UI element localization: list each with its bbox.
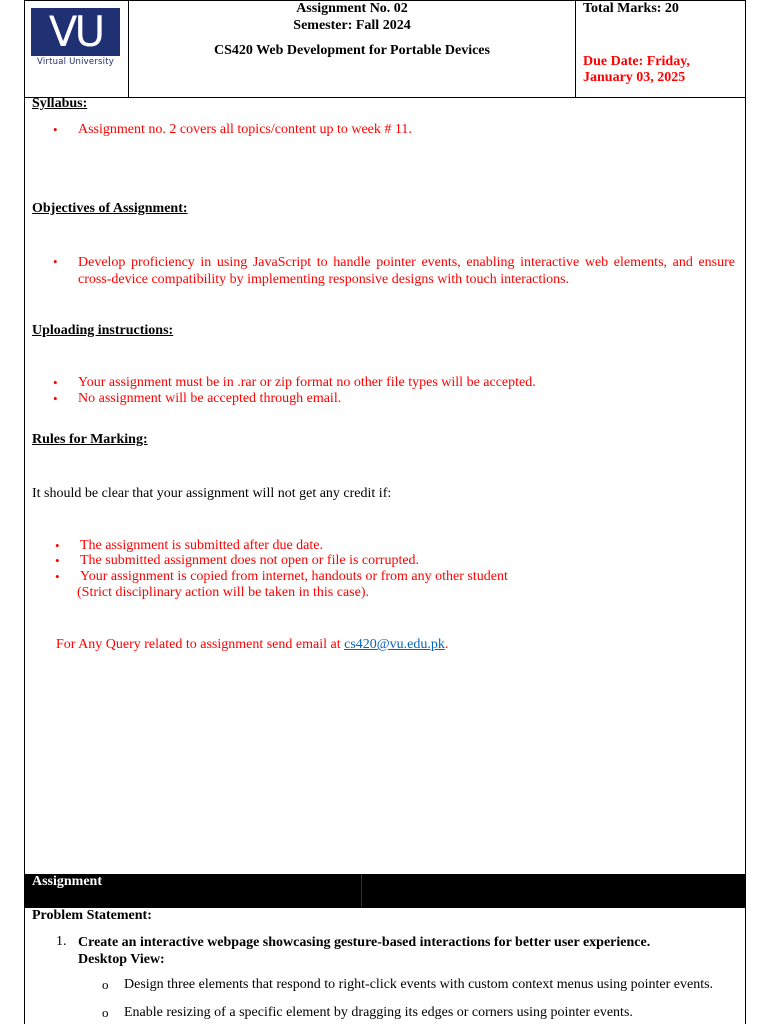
due-date-line1: Due Date: Friday, bbox=[583, 54, 690, 69]
syllabus-heading: Syllabus: bbox=[32, 96, 88, 111]
assignment-bar bbox=[25, 874, 745, 907]
objectives-heading: Objectives of Assignment: bbox=[32, 201, 188, 216]
bullet-icon: • bbox=[53, 122, 58, 137]
rule-item-text: The submitted assignment does not open or file is corrupted. bbox=[80, 553, 420, 568]
problem-number: 1. bbox=[56, 934, 67, 949]
bullet-icon: • bbox=[55, 538, 60, 553]
assignment-number: Assignment No. 02 bbox=[296, 1, 408, 16]
logo-letters: VU bbox=[48, 7, 103, 56]
upload-item-text: No assignment will be accepted through email. bbox=[78, 391, 342, 406]
bullet-icon: • bbox=[53, 391, 58, 406]
assignment-bar-label: Assignment bbox=[32, 874, 103, 889]
sub-bullet-marker: o bbox=[102, 977, 109, 992]
bullet-icon: • bbox=[53, 375, 58, 390]
due-date bbox=[583, 54, 690, 86]
sub-item-text: Design three elements that respond to right-click events with custom context menus using pointer events. bbox=[124, 977, 714, 992]
logo-box bbox=[31, 8, 120, 56]
problem-subheading: Desktop View: bbox=[78, 952, 165, 967]
bullet-icon: • bbox=[55, 553, 60, 568]
problem-item bbox=[78, 934, 738, 968]
uploading-heading: Uploading instructions: bbox=[32, 323, 174, 338]
logo-cell bbox=[25, 1, 129, 97]
sub-bullet-marker: o bbox=[102, 1005, 109, 1020]
logo-caption: Virtual University bbox=[37, 57, 114, 67]
problem-title: Create an interactive webpage showcasing gesture-based interactions for better user experience. bbox=[78, 935, 651, 950]
rule-item-text: The assignment is submitted after due date. bbox=[80, 538, 323, 553]
query-email-link[interactable]: cs420@vu.edu.pk bbox=[344, 637, 445, 652]
due-date-line2: January 03, 2025 bbox=[583, 70, 686, 85]
vu-logo bbox=[31, 7, 120, 67]
rules-heading: Rules for Marking: bbox=[32, 432, 148, 447]
objective-item-text: Develop proficiency in using JavaScript to handle pointer events, enabling interactive web elements, and ensure cross-device compatibility by implementing responsive designs with touch interactions. bbox=[78, 255, 735, 287]
query-suffix: . bbox=[444, 637, 449, 652]
query-line bbox=[56, 637, 448, 653]
assignment-bar-divider bbox=[361, 874, 362, 907]
header-table bbox=[25, 0, 745, 98]
sub-item-text: Enable resizing of a specific element by dragging its edges or corners using pointer events. bbox=[124, 1005, 633, 1020]
rules-intro: It should be clear that your assignment will not get any credit if: bbox=[32, 486, 392, 501]
problem-heading: Problem Statement: bbox=[32, 908, 152, 923]
course-title: CS420 Web Development for Portable Devices bbox=[214, 43, 490, 58]
document-page bbox=[24, 0, 746, 1024]
rule-item-text: Your assignment is copied from internet, handouts or from any other student bbox=[80, 569, 508, 584]
rules-note: (Strict disciplinary action will be taken in this case). bbox=[77, 585, 369, 600]
marks-cell bbox=[576, 1, 745, 97]
bullet-icon: • bbox=[55, 569, 60, 584]
syllabus-item-text: Assignment no. 2 covers all topics/content up to week # 11. bbox=[78, 122, 412, 137]
semester: Semester: Fall 2024 bbox=[293, 18, 411, 33]
upload-item-text: Your assignment must be in .rar or zip format no other file types will be accepted. bbox=[78, 375, 536, 390]
total-marks: Total Marks: 20 bbox=[583, 1, 679, 16]
query-prefix: For Any Query related to assignment send email at bbox=[56, 637, 345, 652]
bullet-icon: • bbox=[53, 254, 58, 269]
title-cell bbox=[129, 1, 576, 97]
